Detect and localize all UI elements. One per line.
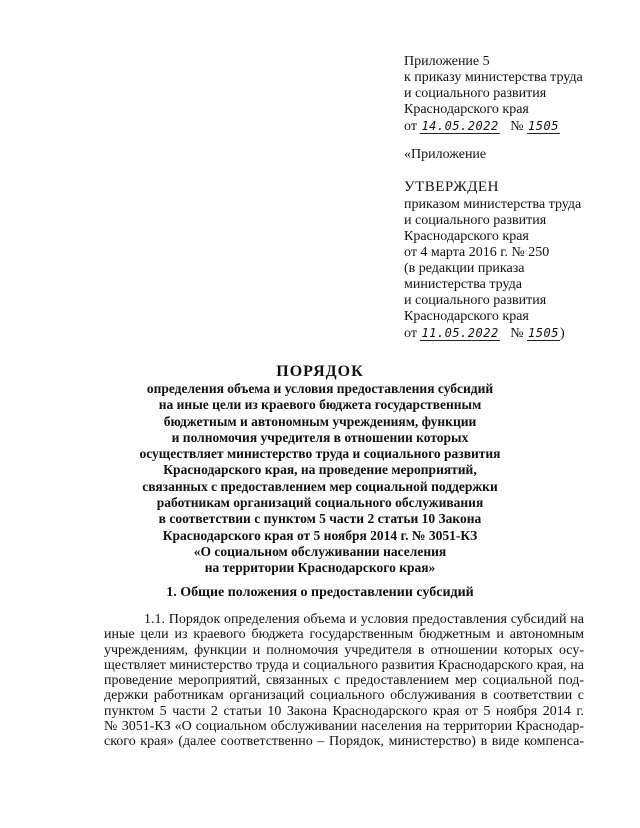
approved-line: приказом министерства труда (404, 197, 582, 212)
approved-date-line (404, 325, 634, 342)
paragraph-line: учреждениям, функции и полномочия учредителя в отношении которых осу- (104, 642, 584, 658)
prilozhenie-label: «Приложение (404, 147, 487, 162)
appendix-line: Приложение 5 (404, 54, 490, 69)
subtitle-line: в соответствии с пунктом 5 части 2 статьи 10 Закона (158, 511, 482, 527)
appendix-line: к приказу министерства труда (404, 70, 583, 85)
subtitle-line: связанных с предоставлением мер социальной поддержки (142, 478, 498, 494)
handwritten-date: 14.05.2022 (421, 119, 499, 133)
appendix-5-header (404, 54, 634, 135)
handwritten-date: 11.05.2022 (421, 326, 499, 340)
approved-block (404, 197, 634, 342)
date-prefix: от (404, 119, 417, 134)
handwritten-number: 1505 (528, 119, 559, 133)
paragraph-line: № 3051-КЗ «О социальном обслуживании населения на территории Краснодар- (104, 719, 584, 735)
subtitle-line: определения объема и условия предоставления субсидий (146, 381, 494, 396)
approved-line: (в редакции приказа (404, 261, 525, 276)
subtitle-line: осуществляет министерство труда и социального развития (139, 446, 501, 462)
closing-paren: ) (559, 326, 565, 341)
appendix-line: и социального развития (404, 86, 547, 101)
handwritten-number: 1505 (528, 326, 559, 340)
number-prefix: № (510, 326, 524, 341)
approved-line: и социального развития (404, 293, 547, 308)
date-prefix: от (404, 326, 417, 341)
paragraph-line: ского края» (далее соответственно – Порядок, министерство) в виде компенса- (104, 734, 584, 750)
body-paragraph (104, 612, 584, 750)
document-title: ПОРЯДОК (276, 363, 364, 380)
appendix-line: Краснодарского края (404, 102, 529, 117)
approved-line: Краснодарского края (404, 229, 529, 244)
number-prefix: № (510, 119, 524, 134)
subtitle-line: работникам организаций социального обслуживания (156, 495, 484, 511)
subtitle-line: бюджетным и автономным учреждениям, функции (163, 413, 477, 429)
subtitle-line: на территории Краснодарского края» (204, 560, 436, 576)
document-subtitle (100, 381, 540, 577)
paragraph-line: пунктом 5 части 2 статьи 10 Закона Краснодарского края от 5 ноября 2014 г. (104, 703, 584, 719)
approved-line: министерства труда (404, 277, 522, 292)
subtitle-line: на иные цели из краевого бюджета государственным (158, 397, 482, 413)
paragraph-line: держки работникам организаций социального обслуживания в соответствии с (104, 688, 584, 704)
subtitle-line: Краснодарского края, на проведение мероприятий, (163, 462, 477, 478)
paragraph-line: 1.1. Порядок определения объема и условия предоставления субсидий на (144, 612, 584, 627)
approved-title: УТВЕРЖДЕН (404, 179, 499, 195)
paragraph-line: проведение мероприятий, связанных с предоставлением мер социальной под- (104, 673, 584, 689)
approved-line: и социального развития (404, 213, 547, 228)
paragraph-line: иные цели из краевого бюджета государственным бюджетным и автономным (104, 627, 584, 643)
section-heading: 1. Общие положения о предоставлении субсидий (166, 585, 474, 600)
subtitle-line: Краснодарского края от 5 ноября 2014 г. № 3051-КЗ (162, 527, 478, 543)
approved-line: Краснодарского края (404, 309, 529, 324)
subtitle-line: и полномочия учредителя в отношении которых (171, 429, 469, 445)
appendix-date-line (404, 118, 634, 135)
approved-line: от 4 марта 2016 г. № 250 (404, 245, 550, 260)
paragraph-line: ществляет министерство труда и социального развития Краснодарского края, на (104, 657, 584, 673)
subtitle-line: «О социальном обслуживании населения (193, 543, 447, 559)
